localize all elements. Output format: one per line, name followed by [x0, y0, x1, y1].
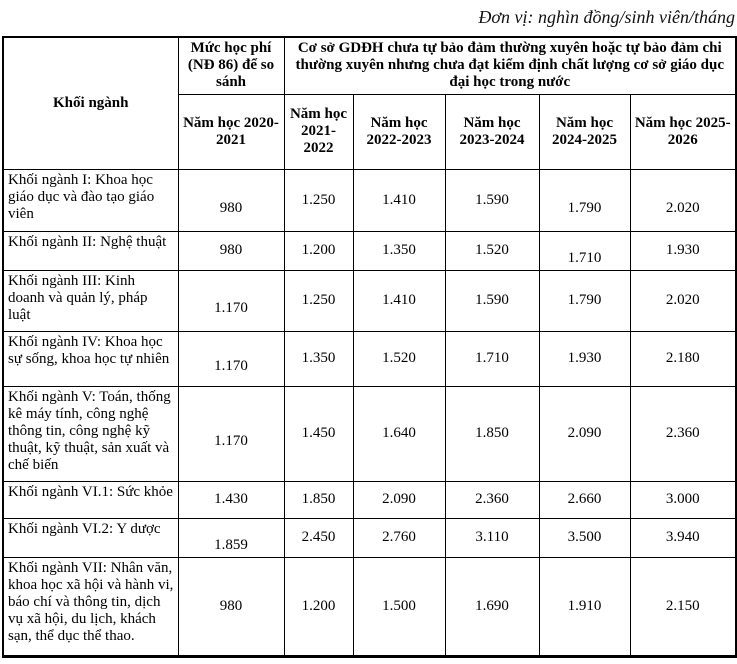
row-label: Khối ngành I: Khoa học giáo dục và đào tạo giáo viên: [3, 169, 178, 231]
fee-cell: 1.910: [539, 557, 630, 656]
fee-cell: 1.250: [284, 270, 353, 331]
fee-cell: 1.430: [178, 481, 284, 518]
fee-cell: 1.170: [178, 331, 284, 386]
fee-cell: 1.859: [178, 518, 284, 557]
fee-cell: 1.350: [353, 231, 445, 270]
fee-cell: 2.450: [284, 518, 353, 557]
fee-cell: 2.020: [630, 169, 736, 231]
header-group-co-so-gddh: Cơ sở GDĐH chưa tự bảo đảm thường xuyên hoặc tự bảo đảm chi thường xuyên nhưng chưa đạt kiểm định chất lượng cơ sở giáo dục đại học trong nước: [284, 37, 736, 94]
fee-cell: 2.180: [630, 331, 736, 386]
header-nam-hoc-2020-2021: Năm học 2020-2021: [178, 94, 284, 169]
fee-cell: 1.410: [353, 270, 445, 331]
fee-cell: 1.410: [353, 169, 445, 231]
fee-cell: 1.930: [630, 231, 736, 270]
fee-cell: 1.640: [353, 386, 445, 481]
fee-cell: 1.520: [353, 331, 445, 386]
header-nam-hoc-2021-2022: Năm học 2021-2022: [284, 94, 353, 169]
table-row-khoi-nganh-vi2: [3, 518, 736, 557]
fee-cell: 2.760: [353, 518, 445, 557]
header-nam-hoc-2023-2024: Năm học 2023-2024: [445, 94, 539, 169]
fee-cell: 1.690: [445, 557, 539, 656]
table-row-khoi-nganh-vii: [3, 557, 736, 656]
fee-cell: 2.660: [539, 481, 630, 518]
fee-cell: 2.090: [353, 481, 445, 518]
table-row-khoi-nganh-i: [3, 169, 736, 231]
fee-cell: 1.710: [445, 331, 539, 386]
table-row-khoi-nganh-iv: [3, 331, 736, 386]
fee-cell: 1.590: [445, 169, 539, 231]
fee-cell: 1.790: [539, 270, 630, 331]
table-row-khoi-nganh-vi1: [3, 481, 736, 518]
fee-cell: 1.200: [284, 231, 353, 270]
table-row-khoi-nganh-ii: [3, 231, 736, 270]
fee-cell: 980: [178, 557, 284, 656]
fee-cell: 1.930: [539, 331, 630, 386]
fee-cell: 1.170: [178, 270, 284, 331]
fee-cell: 1.850: [284, 481, 353, 518]
fee-cell: 1.850: [445, 386, 539, 481]
header-khoi-nganh: Khối ngành: [3, 37, 178, 169]
fee-cell: 1.520: [445, 231, 539, 270]
tuition-fee-table: [2, 36, 737, 658]
fee-cell: 1.790: [539, 169, 630, 231]
fee-cell: 3.000: [630, 481, 736, 518]
row-label: Khối ngành II: Nghệ thuật: [3, 231, 178, 270]
fee-cell: 1.200: [284, 557, 353, 656]
row-label: Khối ngành VII: Nhân văn, khoa học xã hội và hành vi, báo chí và thông tin, dịch vụ xã hội, du lịch, khách sạn, thể dục thể thao.: [3, 557, 178, 656]
fee-cell: 3.110: [445, 518, 539, 557]
fee-cell: 1.710: [539, 231, 630, 270]
fee-cell: 1.500: [353, 557, 445, 656]
fee-cell: 980: [178, 231, 284, 270]
fee-cell: 2.150: [630, 557, 736, 656]
row-label: Khối ngành VI.1: Sức khỏe: [3, 481, 178, 518]
row-label: Khối ngành VI.2: Y dược: [3, 518, 178, 557]
table-row-khoi-nganh-iii: [3, 270, 736, 331]
fee-cell: 1.250: [284, 169, 353, 231]
row-label: Khối ngành III: Kinh doanh và quản lý, pháp luật: [3, 270, 178, 331]
fee-cell: 1.590: [445, 270, 539, 331]
header-muc-hoc-phi-nd86: Mức học phí (NĐ 86) để so sánh: [178, 37, 284, 94]
fee-cell: 2.360: [445, 481, 539, 518]
row-label: Khối ngành IV: Khoa học sự sống, khoa học tự nhiên: [3, 331, 178, 386]
unit-note: Đơn vị: nghìn đồng/sinh viên/tháng: [478, 7, 735, 27]
table-row-khoi-nganh-v: [3, 386, 736, 481]
fee-cell: 2.020: [630, 270, 736, 331]
fee-cell: 1.450: [284, 386, 353, 481]
row-label: Khối ngành V: Toán, thống kê máy tính, công nghệ thông tin, công nghệ kỹ thuật, kỹ thuật, sản xuất và chế biến: [3, 386, 178, 481]
header-nam-hoc-2025-2026: Năm học 2025-2026: [630, 94, 736, 169]
fee-cell: 980: [178, 169, 284, 231]
header-nam-hoc-2022-2023: Năm học 2022-2023: [353, 94, 445, 169]
fee-cell: 2.360: [630, 386, 736, 481]
fee-cell: 3.500: [539, 518, 630, 557]
header-nam-hoc-2024-2025: Năm học 2024-2025: [539, 94, 630, 169]
fee-cell: 2.090: [539, 386, 630, 481]
fee-cell: 1.170: [178, 386, 284, 481]
fee-cell: 3.940: [630, 518, 736, 557]
fee-cell: 1.350: [284, 331, 353, 386]
